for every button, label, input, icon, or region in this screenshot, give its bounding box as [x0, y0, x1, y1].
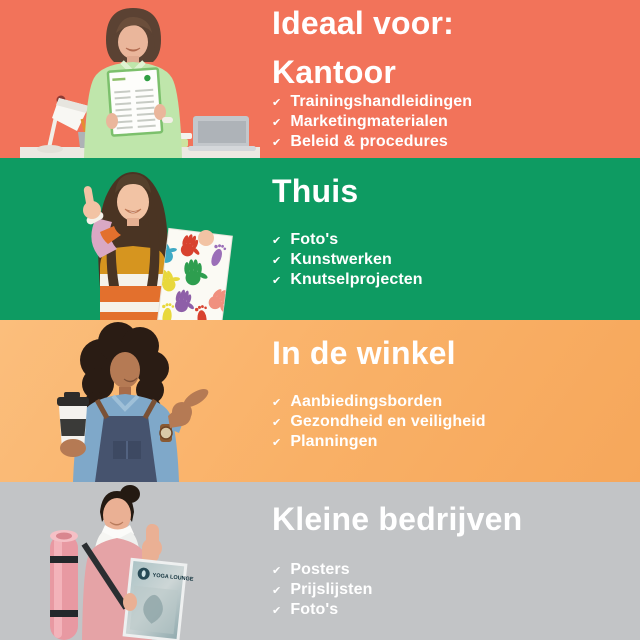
- check-icon: ✔: [272, 234, 282, 247]
- list-item-label: Aanbiedingsborden: [290, 393, 443, 410]
- winkel-checklist: [272, 392, 632, 452]
- check-icon: ✔: [272, 396, 282, 409]
- check-icon: ✔: [272, 584, 282, 597]
- check-icon: ✔: [272, 254, 282, 267]
- thuis-checklist: [272, 230, 632, 290]
- check-icon: ✔: [272, 96, 282, 109]
- kantoor-checklist: [272, 92, 632, 152]
- photo-girl-artwork: [0, 158, 270, 320]
- section-kantoor: [0, 0, 640, 158]
- list-item: [272, 392, 632, 412]
- list-item-label: Foto's: [290, 231, 339, 248]
- list-item-label: Knutselprojecten: [290, 271, 423, 288]
- check-icon: ✔: [272, 416, 282, 429]
- list-item-label: Gezondheid en veiligheid: [290, 413, 486, 430]
- section-winkel: [0, 320, 640, 482]
- bedrijven-checklist: [272, 560, 632, 620]
- list-item: [272, 112, 632, 132]
- check-icon: ✔: [272, 116, 282, 129]
- list-item: [272, 600, 632, 620]
- section-bedrijven: [0, 482, 640, 640]
- list-item-label: Planningen: [290, 433, 378, 450]
- list-item: [272, 92, 632, 112]
- list-item: [272, 230, 632, 250]
- barista-face: [110, 352, 140, 396]
- list-item: [272, 580, 632, 600]
- list-item-label: Marketingmaterialen: [290, 113, 448, 130]
- photo-yoga-woman: [0, 482, 270, 640]
- yoga-mat: [50, 530, 78, 640]
- list-item-label: Prijslijsten: [290, 581, 373, 598]
- heading-kantoor: Kantoor: [272, 54, 397, 90]
- poster-title-text: YOGA LOUNGE: [152, 572, 194, 583]
- check-icon: ✔: [272, 436, 282, 449]
- list-item: [272, 412, 632, 432]
- list-item-label: Trainingshandleidingen: [290, 93, 473, 110]
- winkel-text-block: [272, 320, 632, 452]
- list-item: [272, 250, 632, 270]
- check-icon: ✔: [272, 604, 282, 617]
- list-item-label: Foto's: [290, 601, 339, 618]
- page-title: Ideaal voor:: [272, 5, 455, 41]
- laptop-icon: [188, 116, 256, 151]
- bedrijven-text-block: [272, 482, 632, 620]
- heading-winkel: In de winkel: [272, 335, 456, 371]
- holding-hand: [123, 593, 137, 611]
- check-icon: ✔: [272, 564, 282, 577]
- heading-thuis: Thuis: [272, 173, 359, 209]
- girl-hand: [198, 230, 214, 246]
- section-thuis: [0, 158, 640, 320]
- list-item-label: Kunstwerken: [290, 251, 392, 268]
- list-item: [272, 432, 632, 452]
- list-item: [272, 270, 632, 290]
- list-item-label: Posters: [290, 561, 350, 578]
- list-item-label: Beleid & procedures: [290, 133, 448, 150]
- kantoor-text-block: [272, 0, 632, 152]
- list-item: [272, 132, 632, 152]
- list-item: [272, 560, 632, 580]
- check-icon: ✔: [272, 274, 282, 287]
- photo-office-woman: [0, 0, 270, 158]
- heading-bedrijven: Kleine bedrijven: [272, 501, 523, 537]
- thuis-text-block: [272, 158, 632, 290]
- check-icon: ✔: [272, 136, 282, 149]
- photo-barista-woman: [0, 320, 270, 482]
